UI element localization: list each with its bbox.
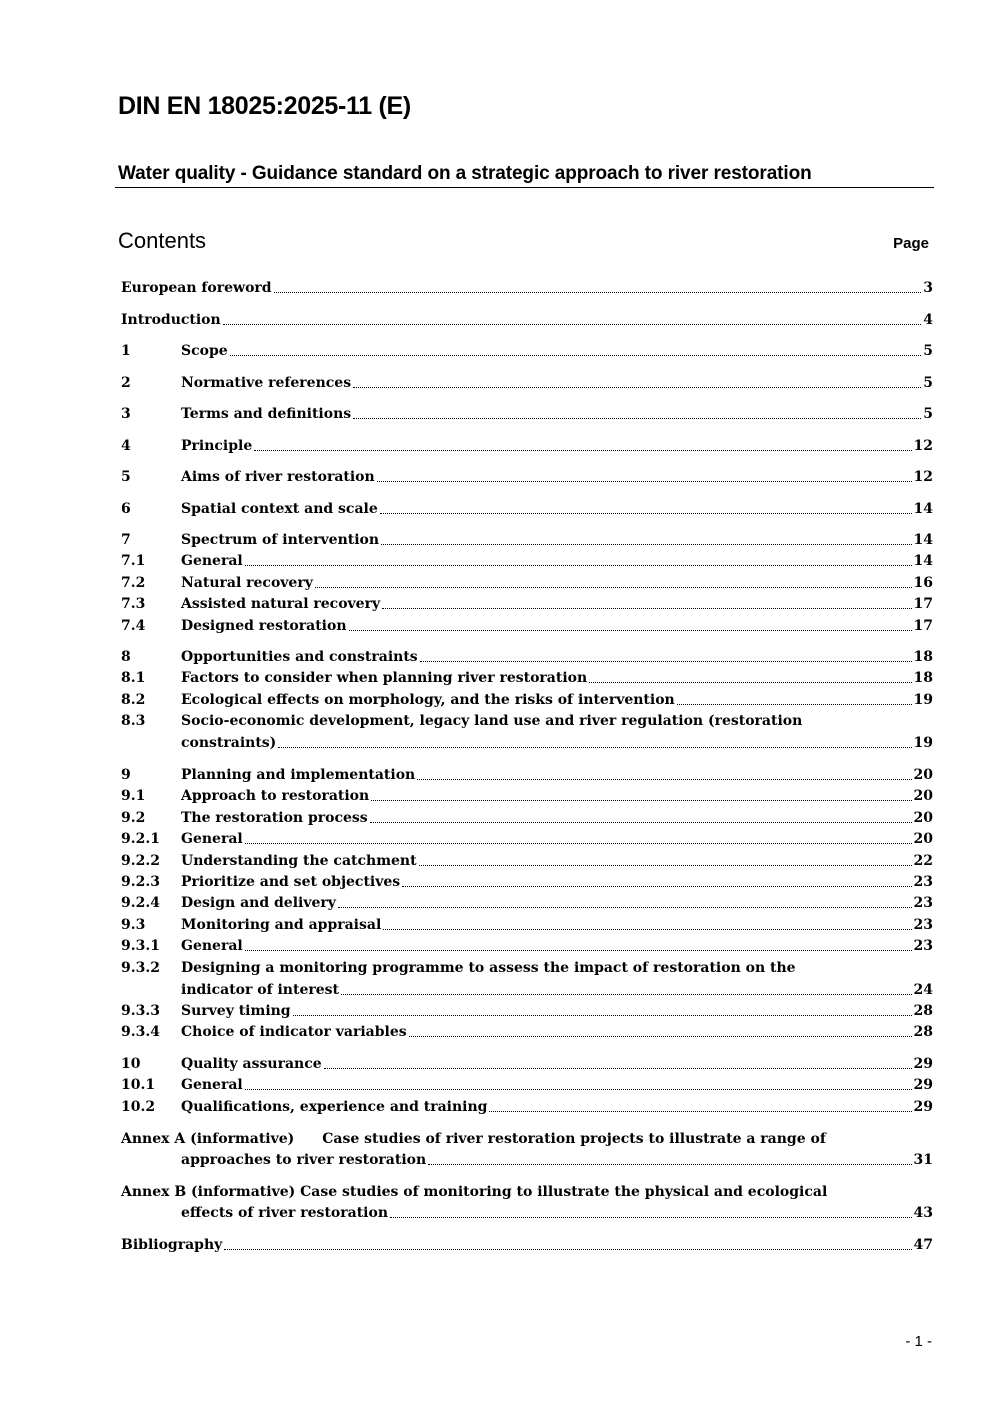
toc-page: 5 xyxy=(923,375,933,391)
toc-page: 31 xyxy=(913,1152,933,1168)
toc-title: Spatial context and scale xyxy=(181,501,378,517)
toc-entry-1[interactable] xyxy=(121,341,933,361)
toc-page: 19 xyxy=(913,692,933,708)
toc-number: 2 xyxy=(121,375,131,391)
toc-page: 17 xyxy=(913,596,933,612)
dot-leader xyxy=(245,551,912,566)
toc-entry-9-2-4[interactable] xyxy=(121,893,933,913)
toc-number: 7.3 xyxy=(121,596,146,612)
toc-page: 17 xyxy=(913,618,933,634)
dot-leader xyxy=(324,1054,912,1069)
toc-number: 9.3.3 xyxy=(121,1003,160,1019)
toc-title: Natural recovery xyxy=(181,575,313,591)
toc-number: 9.3.2 xyxy=(121,960,160,976)
toc-number: 9 xyxy=(121,767,131,783)
toc-page: 5 xyxy=(923,343,933,359)
toc-number: 10.1 xyxy=(121,1077,156,1093)
toc-entry-9[interactable] xyxy=(121,765,933,785)
toc-title: Introduction xyxy=(121,312,221,328)
toc-number: 6 xyxy=(121,501,131,517)
dot-leader xyxy=(489,1097,911,1112)
toc-page: 18 xyxy=(913,670,933,686)
toc-entry-7-2[interactable] xyxy=(121,573,933,593)
toc-entry-9-3-2-continued[interactable] xyxy=(181,980,933,1000)
toc-title: Normative references xyxy=(181,375,352,391)
toc-entry-7-1[interactable] xyxy=(121,551,933,571)
toc-entry-annex-b[interactable] xyxy=(121,1182,827,1202)
toc-title: Approach to restoration xyxy=(181,788,370,804)
dot-leader xyxy=(278,733,911,748)
toc-title: Choice of indicator variables xyxy=(181,1024,407,1040)
dot-leader xyxy=(223,310,922,325)
toc-number: 7 xyxy=(121,532,131,548)
toc-title: Survey timing xyxy=(181,1003,291,1019)
toc-title: Principle xyxy=(181,438,253,454)
toc-page: 20 xyxy=(913,831,933,847)
toc-number: 10.2 xyxy=(121,1099,156,1115)
toc-page: 3 xyxy=(923,280,933,296)
dot-leader xyxy=(245,829,912,844)
toc-entry-9-2-2[interactable] xyxy=(121,851,933,871)
document-title: DIN EN 18025:2025-11 (E) xyxy=(118,92,411,120)
toc-entry-annex-a[interactable] xyxy=(121,1129,826,1149)
toc-title: Opportunities and constraints xyxy=(181,649,418,665)
toc-entry-4[interactable] xyxy=(121,436,933,456)
toc-number: 5 xyxy=(121,469,131,485)
toc-entry-8-3[interactable] xyxy=(121,711,802,731)
toc-entry-9-2-1[interactable] xyxy=(121,829,933,849)
dot-leader xyxy=(254,436,911,451)
toc-entry-european-foreword[interactable] xyxy=(121,278,933,298)
toc-page: 12 xyxy=(913,469,933,485)
toc-number: 9.2.1 xyxy=(121,831,160,847)
toc-page: 18 xyxy=(913,649,933,665)
toc-entry-introduction[interactable] xyxy=(121,310,933,330)
dot-leader xyxy=(353,373,921,388)
dot-leader xyxy=(230,341,922,356)
dot-leader xyxy=(402,872,911,887)
dot-leader xyxy=(677,690,912,705)
toc-title: Case studies of river restoration projects to illustrate a range of xyxy=(322,1131,826,1147)
dot-leader xyxy=(377,467,912,482)
toc-page: 29 xyxy=(913,1077,933,1093)
toc-title: Assisted natural recovery xyxy=(181,596,381,612)
toc-page: 20 xyxy=(913,810,933,826)
toc-title: Aims of river restoration xyxy=(181,469,375,485)
toc-entry-9-1[interactable] xyxy=(121,786,933,806)
toc-number: 7.1 xyxy=(121,553,146,569)
dot-leader xyxy=(245,1075,912,1090)
toc-page: 43 xyxy=(913,1205,933,1221)
toc-page: 23 xyxy=(913,938,933,954)
toc-title: Designing a monitoring programme to assess the impact of restoration on the xyxy=(181,960,796,976)
dot-leader xyxy=(293,1001,912,1016)
toc-title: General xyxy=(181,1077,243,1093)
contents-heading: Contents xyxy=(118,228,207,253)
subtitle-rule xyxy=(115,187,934,188)
toc-title: Designed restoration xyxy=(181,618,347,634)
toc-title: General xyxy=(181,938,243,954)
toc-title: Case studies of monitoring to illustrate the physical and ecological xyxy=(300,1184,828,1200)
dot-leader xyxy=(419,851,912,866)
toc-number: 10 xyxy=(121,1056,141,1072)
toc-entry-9-3-4[interactable] xyxy=(121,1022,933,1042)
toc-number: 3 xyxy=(121,406,131,422)
toc-title-continued: effects of river restoration xyxy=(181,1205,388,1221)
toc-page: 23 xyxy=(913,917,933,933)
toc-number: 9.2 xyxy=(121,810,146,826)
toc-title-continued: approaches to river restoration xyxy=(181,1152,427,1168)
toc-page: 14 xyxy=(913,501,933,517)
toc-page: 28 xyxy=(913,1024,933,1040)
toc-title: Scope xyxy=(181,343,228,359)
toc-entry-annex-a-continued[interactable] xyxy=(181,1150,933,1170)
toc-entry-8-1[interactable] xyxy=(121,668,933,688)
toc-number: 9.2.3 xyxy=(121,874,160,890)
toc-title: The restoration process xyxy=(181,810,368,826)
toc-page: 4 xyxy=(923,312,933,328)
toc-number: 4 xyxy=(121,438,131,454)
toc-title: Ecological effects on morphology, and the risks of intervention xyxy=(181,692,675,708)
dot-leader xyxy=(315,573,912,588)
toc-page: 22 xyxy=(913,853,933,869)
toc-title: Planning and implementation xyxy=(181,767,416,783)
toc-number: 8.2 xyxy=(121,692,146,708)
toc-title: Bibliography xyxy=(121,1237,223,1253)
toc-title: Prioritize and set objectives xyxy=(181,874,401,890)
toc-number: Annex A (informative) xyxy=(121,1131,295,1147)
dot-leader xyxy=(245,936,912,951)
toc-number: 9.3.4 xyxy=(121,1024,160,1040)
dot-leader xyxy=(390,1203,912,1218)
toc-entry-10[interactable] xyxy=(121,1054,933,1074)
toc-title: European foreword xyxy=(121,280,272,296)
toc-page: 14 xyxy=(913,553,933,569)
toc-page: 16 xyxy=(913,575,933,591)
toc-page: 20 xyxy=(913,767,933,783)
toc-entry-9-3-3[interactable] xyxy=(121,1001,933,1021)
toc-number: 9.2.2 xyxy=(121,853,160,869)
dot-leader xyxy=(589,668,911,683)
toc-number: 9.3 xyxy=(121,917,146,933)
toc-entry-9-3-1[interactable] xyxy=(121,936,933,956)
toc-number: Annex B (informative) xyxy=(121,1184,296,1200)
toc-entry-2[interactable] xyxy=(121,373,933,393)
toc-number: 9.1 xyxy=(121,788,146,804)
toc-number: 1 xyxy=(121,343,131,359)
dot-leader xyxy=(409,1022,912,1037)
toc-entry-7-3[interactable] xyxy=(121,594,933,614)
toc-title: Understanding the catchment xyxy=(181,853,417,869)
page-number: - 1 - xyxy=(905,1333,932,1350)
toc-page: 12 xyxy=(913,438,933,454)
dot-leader xyxy=(382,594,911,609)
dot-leader xyxy=(341,980,912,995)
toc-page: 29 xyxy=(913,1099,933,1115)
toc-title: Factors to consider when planning river restoration xyxy=(181,670,588,686)
toc-entry-9-3-2[interactable] xyxy=(121,958,796,978)
toc-number: 9.3.1 xyxy=(121,938,160,954)
toc-title: Spectrum of intervention xyxy=(181,532,380,548)
toc-title-continued: constraints) xyxy=(181,735,277,751)
toc-title: Socio-economic development, legacy land use and river regulation (restoration xyxy=(181,713,803,729)
toc-number: 9.2.4 xyxy=(121,895,160,911)
toc-number: 8.3 xyxy=(121,713,146,729)
toc-entry-7[interactable] xyxy=(121,530,933,550)
toc-entry-9-3[interactable] xyxy=(121,915,933,935)
toc-title: Qualifications, experience and training xyxy=(181,1099,488,1115)
toc-entry-9-2[interactable] xyxy=(121,808,933,828)
toc-page: 20 xyxy=(913,788,933,804)
dot-leader xyxy=(349,616,912,631)
toc-number: 8.1 xyxy=(121,670,146,686)
toc-title: Terms and definitions xyxy=(181,406,352,422)
toc-title: Design and delivery xyxy=(181,895,336,911)
dot-leader xyxy=(353,404,921,419)
toc-page: 19 xyxy=(913,735,933,751)
dot-leader xyxy=(224,1235,911,1250)
toc-title-continued: indicator of interest xyxy=(181,982,339,998)
toc-title: General xyxy=(181,831,243,847)
toc-entry-8[interactable] xyxy=(121,647,933,667)
toc-entry-bibliography[interactable] xyxy=(121,1235,933,1255)
dot-leader xyxy=(370,808,912,823)
toc-page: 28 xyxy=(913,1003,933,1019)
dot-leader xyxy=(371,786,911,801)
toc-page: 47 xyxy=(913,1237,933,1253)
dot-leader xyxy=(383,915,911,930)
dot-leader xyxy=(338,893,912,908)
dot-leader xyxy=(420,647,912,662)
toc-entry-8-2[interactable] xyxy=(121,690,933,710)
toc-entry-7-4[interactable] xyxy=(121,616,933,636)
toc-title: Monitoring and appraisal xyxy=(181,917,382,933)
toc-title: Quality assurance xyxy=(181,1056,322,1072)
dot-leader xyxy=(380,499,912,514)
toc-page: 24 xyxy=(913,982,933,998)
toc-page: 23 xyxy=(913,874,933,890)
toc-page: 5 xyxy=(923,406,933,422)
toc-entry-6[interactable] xyxy=(121,499,933,519)
dot-leader xyxy=(274,278,922,293)
toc-entry-annex-b-continued[interactable] xyxy=(181,1203,933,1223)
toc-entry-5[interactable] xyxy=(121,467,933,487)
toc-page: 23 xyxy=(913,895,933,911)
dot-leader xyxy=(417,765,911,780)
toc-entry-10-2[interactable] xyxy=(121,1097,933,1117)
dot-leader xyxy=(381,530,911,545)
toc-entry-9-2-3[interactable] xyxy=(121,872,933,892)
toc-entry-8-3-continued[interactable] xyxy=(181,733,933,753)
toc-number: 8 xyxy=(121,649,131,665)
toc-number: 7.2 xyxy=(121,575,146,591)
toc-page: 14 xyxy=(913,532,933,548)
document-subtitle: Water quality - Guidance standard on a strategic approach to river restoration xyxy=(118,163,812,184)
dot-leader xyxy=(428,1150,911,1165)
toc-number: 7.4 xyxy=(121,618,146,634)
toc-title: General xyxy=(181,553,243,569)
toc-entry-3[interactable] xyxy=(121,404,933,424)
page-column-heading: Page xyxy=(893,235,929,252)
toc-page: 29 xyxy=(913,1056,933,1072)
toc-entry-10-1[interactable] xyxy=(121,1075,933,1095)
